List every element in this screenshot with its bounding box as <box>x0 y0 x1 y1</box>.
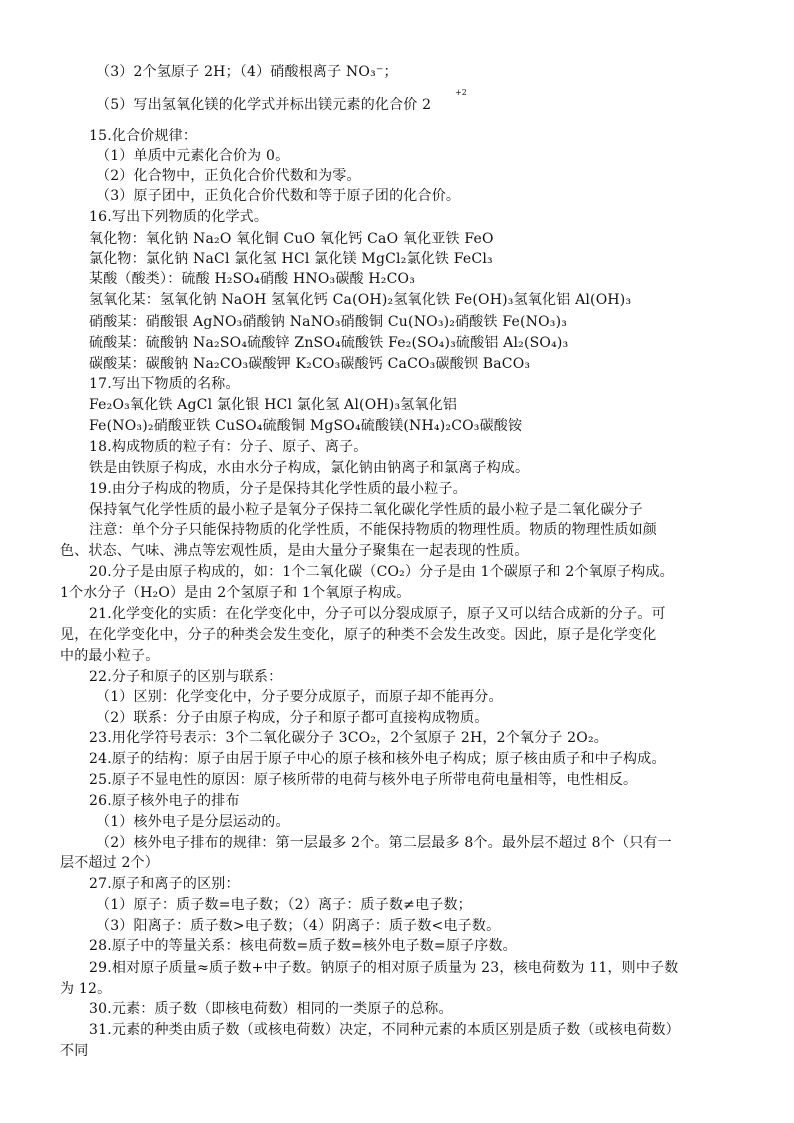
text-line: 21.化学变化的实质：在化学变化中，分子可以分裂成原子，原子又可以结合成新的分子。可 <box>89 606 666 622</box>
text-line: 15.化合价规律： <box>89 128 198 144</box>
text-line: 层不超过 2个） <box>60 855 159 871</box>
text-line: （1）区别：化学变化中，分子要分成原子，而原子却不能再分。 <box>96 689 503 705</box>
text-line: 22.分子和原子的区别与联系： <box>89 669 283 685</box>
text-line: （5）写出氢氧化镁的化学式并标出镁元素的化合价 2 <box>96 97 432 113</box>
text-line: （3）2个氢原子 2H；（4）硝酸根离子 NO₃⁻； <box>96 64 398 80</box>
text-line: 为 12。 <box>60 981 112 997</box>
text-line: 26.原子核外电子的排布 <box>89 793 240 809</box>
text-line: 铁是由铁原子构成，水由水分子构成，氯化钠由钠离子和氯离子构成。 <box>89 460 530 476</box>
text-line: 17.写出下物质的名称。 <box>89 376 240 392</box>
text-line: 色、状态、气味、沸点等宏观性质，是由大量分子聚集在一起表现的性质。 <box>60 543 529 559</box>
text-line: 碳酸某：碳酸钠 Na₂CO₃碳酸钾 K₂CO₃碳酸钙 CaCO₃碳酸钡 BaCO₃ <box>89 356 531 372</box>
text-line: 保持氧气化学性质的最小粒子是氧分子保持二氧化碳化学性质的最小粒子是二氧化碳分子 <box>89 502 643 518</box>
text-line: （1）核外电子是分层运动的。 <box>96 814 290 830</box>
text-line: 24.原子的结构：原子由居于原子中心的原子核和核外电子构成；原子核由质子和中子构成。 <box>89 751 666 767</box>
text-line: 氯化物：氯化钠 NaCl 氯化氢 HCl 氯化镁 MgCl₂氯化铁 FeCl₃ <box>89 251 493 267</box>
text-line: 氢氧化某：氢氧化钠 NaOH 氢氧化钙 Ca(OH)₂氢氧化铁 Fe(OH)₃氢氧化铝 Al(OH)₃ <box>89 292 632 308</box>
text-line: 18.构成物质的粒子有：分子、原子、离子。 <box>89 439 368 455</box>
text-line: 29.相对原子质量≈质子数+中子数。钠原子的相对原子质量为 23，核电荷数为 11，则中子数 <box>89 960 679 976</box>
text-line: 中的最小粒子。 <box>60 648 160 664</box>
text-line: （3）原子团中，正负化合价代数和等于原子团的化合价。 <box>96 188 461 204</box>
text-line: （1）单质中元素化合价为 0。 <box>96 148 290 164</box>
text-line: 30.元素：质子数（即核电荷数）相同的一类原子的总称。 <box>89 1001 453 1017</box>
text-line: （2）化合物中，正负化合价代数和为零。 <box>96 168 361 184</box>
text-line: 31.元素的种类由质子数（或核电荷数）决定，不同种元素的本质区别是质子数（或核电荷数） <box>89 1022 680 1038</box>
text-line: 1个水分子（H₂O）是由 2个氢原子和 1个氧原子构成。 <box>60 585 411 601</box>
text-line: 不同 <box>60 1043 89 1059</box>
text-line: Fe₂O₃氧化铁 AgCl 氯化银 HCl 氯化氢 Al(OH)₃氢氧化铝 <box>89 397 458 413</box>
text-line: （3）阳离子：质子数>电子数；（4）阴离子：质子数<电子数。 <box>96 918 501 934</box>
text-line: （2）联系：分子由原子构成，分子和原子都可直接构成物质。 <box>96 710 489 726</box>
text-line: 27.原子和离子的区别： <box>89 876 240 892</box>
text-line: 氧化物：氧化钠 Na₂O 氧化铜 CuO 氧化钙 CaO 氧化亚铁 FeO <box>89 231 494 247</box>
text-line: Fe(NO₃)₂硝酸亚铁 CuSO₄硫酸铜 MgSO₄硫酸镁(NH₄)₂CO₃碳酸铵 <box>89 418 523 434</box>
valence-annotation: +2 <box>455 88 467 97</box>
text-line: 28.原子中的等量关系：核电荷数=质子数=核外电子数=原子序数。 <box>89 938 517 954</box>
text-line: 见，在化学变化中，分子的种类会发生变化，原子的种类不会发生改变。因此，原子是化学变化 <box>60 627 657 643</box>
text-line: 25.原子不显电性的原因：原子核所带的电荷与核外电子所带电荷电量相等，电性相反。 <box>89 772 638 788</box>
text-line: （1）原子：质子数=电子数；（2）离子：质子数≠电子数； <box>96 897 472 913</box>
text-line: 19.由分子构成的物质，分子是保持其化学性质的最小粒子。 <box>89 481 467 497</box>
text-line: 硝酸某：硝酸银 AgNO₃硝酸钠 NaNO₃硝酸铜 Cu(NO₃)₂硝酸铁 Fe(NO₃)₃ <box>89 314 568 330</box>
text-line: 某酸（酸类）：硫酸 H₂SO₄硝酸 HNO₃碳酸 H₂CO₃ <box>89 271 416 287</box>
text-line: 23.用化学符号表示：3个二氧化碳分子 3CO₂，2个氢原子 2H，2个氧分子 2O₂。 <box>89 730 608 746</box>
text-line: （2）核外电子排布的规律：第一层最多 2个。第二层最多 8个。最外层不超过 8个（只有一 <box>96 835 672 851</box>
text-line: 注意：单个分子只能保持物质的化学性质，不能保持物质的物理性质。物质的物理性质如颜 <box>89 522 657 538</box>
text-line: 16.写出下列物质的化学式。 <box>89 209 269 225</box>
text-line: 20.分子是由原子构成的，如：1个二氧化碳（CO₂）分子是由 1个碳原子和 2个氧原子构成。 <box>89 564 674 580</box>
text-line: 硫酸某：硫酸钠 Na₂SO₄硫酸锌 ZnSO₄硫酸铁 Fe₂(SO₄)₃硫酸铝 Al₂(SO₄)₃ <box>89 335 569 351</box>
